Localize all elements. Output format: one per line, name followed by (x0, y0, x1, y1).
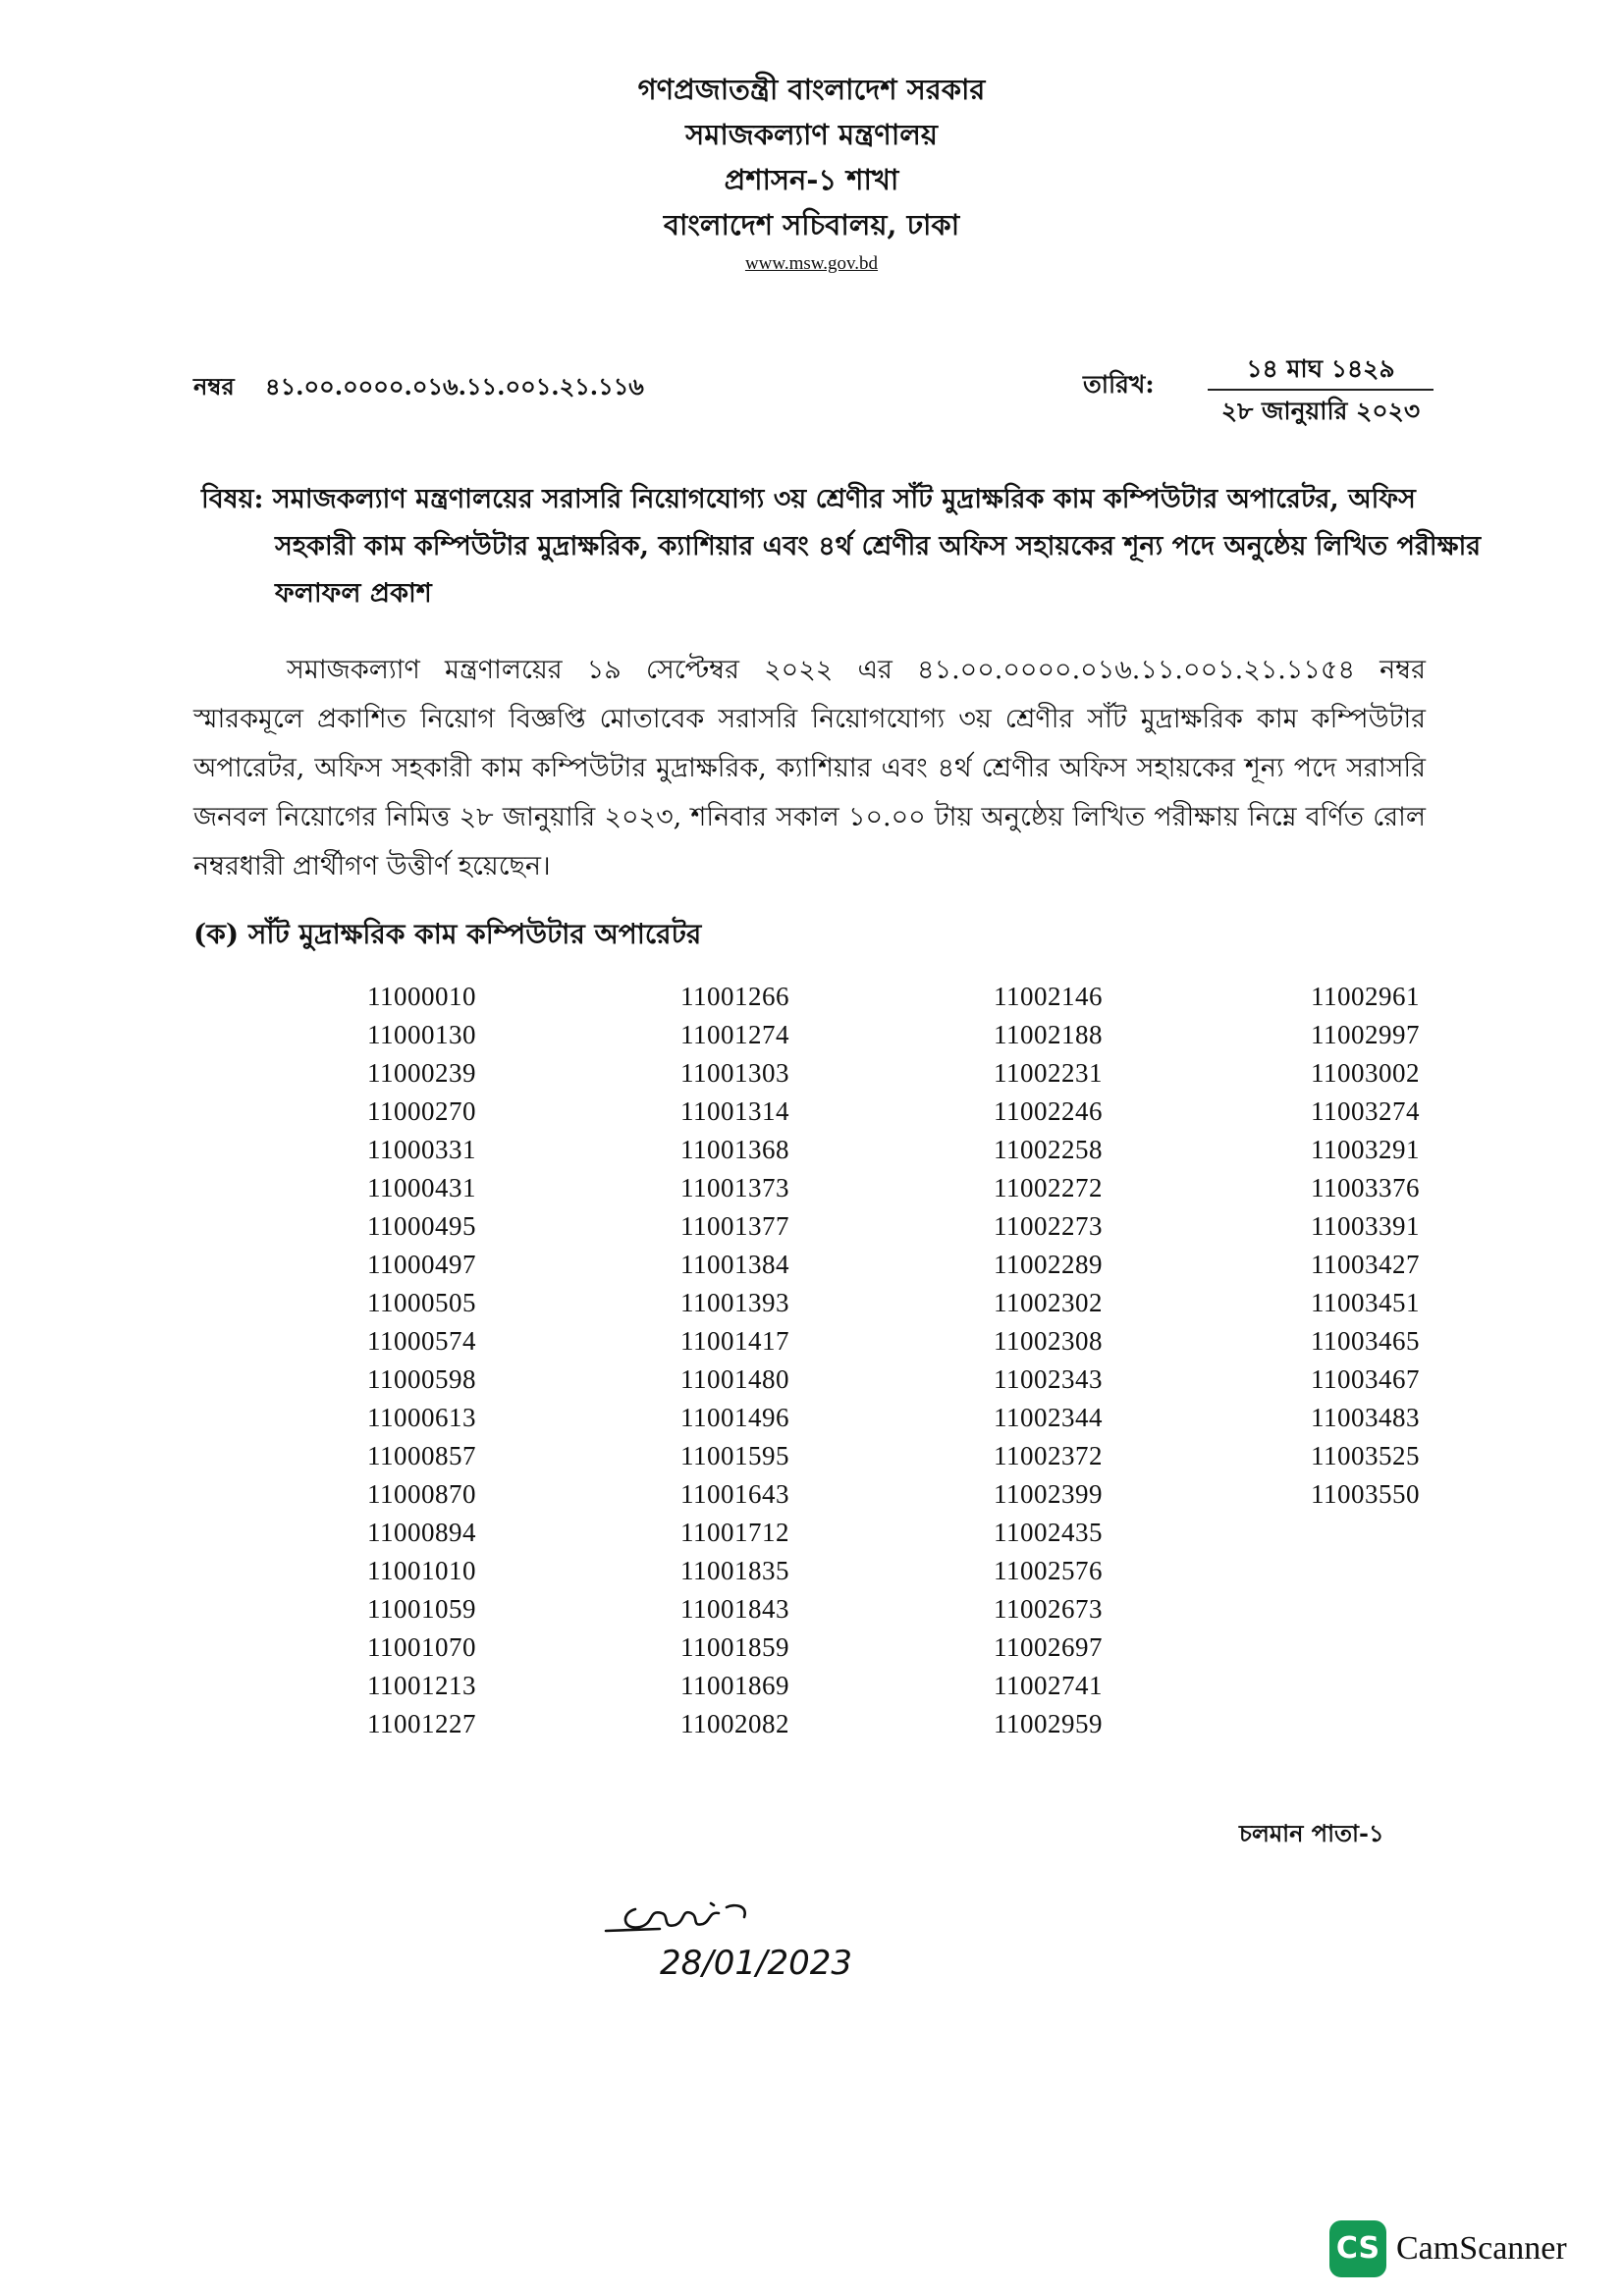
roll-number: 11001010 (367, 1556, 476, 1585)
date-bangla: ১৪ মাঘ ১৪২৯ (1208, 349, 1434, 391)
roll-number: 11002302 (994, 1288, 1103, 1317)
office-address: বাংলাদেশ সচিবালয়, ঢাকা (663, 208, 960, 241)
roll-number: 11003483 (1311, 1403, 1420, 1432)
roll-number: 11002372 (994, 1441, 1103, 1470)
roll-number: 11000497 (367, 1250, 476, 1279)
roll-number: 11001266 (680, 982, 789, 1011)
roll-number: 11002231 (994, 1058, 1103, 1088)
roll-number: 11002435 (994, 1518, 1103, 1547)
roll-number: 11001595 (680, 1441, 789, 1470)
roll-number: 11000857 (367, 1441, 476, 1470)
roll-number: 11003467 (1311, 1364, 1420, 1394)
roll-number: 11000613 (367, 1403, 476, 1432)
roll-number: 11001070 (367, 1632, 476, 1662)
roll-number: 11002272 (994, 1173, 1103, 1202)
roll-number: 11001227 (367, 1709, 476, 1738)
memo-number: ৪১.০০.০০০০.০১৬.১১.০০১.২১.১১৬ (265, 372, 644, 400)
roll-number: 11003525 (1311, 1441, 1420, 1470)
roll-number: 11002576 (994, 1556, 1103, 1585)
roll-number: 11003002 (1311, 1058, 1420, 1088)
roll-number: 11002961 (1311, 982, 1420, 1011)
roll-number: 11001377 (680, 1211, 789, 1241)
subject-line: বিষয়: সমাজকল্যাণ মন্ত্রণালয়ের সরাসরি নিয়োগযোগ্য ৩য় শ্রেণীর সাঁট মুদ্রাক্ষরিক কাম কম্পিউটার অপারেটর, অফিস সহকারী কাম কম্পিউটার মুদ্রাক্ষরিক, ক্যাশিয়ার এবং ৪র্থ শ্রেণীর অফিস সহায়কের শূন্য পদে অনুষ্ঠেয় লিখিত পরীক্ষার ফলাফল প্রকাশ (201, 484, 1482, 609)
roll-number: 11002258 (994, 1135, 1103, 1164)
roll-number: 11002289 (994, 1250, 1103, 1279)
roll-number: 11001480 (680, 1364, 789, 1394)
roll-number: 11002146 (994, 982, 1103, 1011)
roll-number: 11001393 (680, 1288, 789, 1317)
roll-number: 11001274 (680, 1020, 789, 1049)
camscanner-watermark (1329, 2220, 1567, 2277)
body-paragraph: সমাজকল্যাণ মন্ত্রণালয়ের ১৯ সেপ্টেম্বর ২০২২ এর ৪১.০০.০০০০.০১৬.১১.০০১.২১.১১৫৪ নম্বর স্মারকমূলে প্রকাশিত নিয়োগ বিজ্ঞপ্তি মোতাবেক সরাসরি নিয়োগযোগ্য ৩য় শ্রেণীর সাঁট মুদ্রাক্ষরিক কাম কম্পিউটার অপারেটর, অফিস সহকারী কাম কম্পিউটার মুদ্রাক্ষরিক, ক্যাশিয়ার এবং ৪র্থ শ্রেণীর অফিস সহায়কের শূন্য পদে সরাসরি জনবল নিয়োগের নিমিত্ত ২৮ জানুয়ারি ২০২৩, শনিবার সকাল ১০.০০ টায় অনুষ্ঠেয় লিখিত পরীক্ষায় নিম্নে বর্ণিত রোল নম্বরধারী প্রার্থীগণ উত্তীর্ণ হয়েছেন। (193, 655, 1426, 881)
roll-number: 11000495 (367, 1211, 476, 1241)
roll-number: 11002673 (994, 1594, 1103, 1624)
roll-column-1 (367, 978, 524, 1743)
roll-number: 11000130 (367, 1020, 476, 1049)
memo-number-label: নম্বর (193, 372, 235, 400)
roll-column-2 (680, 978, 838, 1743)
roll-number: 11002399 (994, 1479, 1103, 1509)
roll-column-3 (994, 978, 1151, 1743)
roll-number: 11001712 (680, 1518, 789, 1547)
roll-number: 11000574 (367, 1326, 476, 1356)
roll-number: 11003427 (1311, 1250, 1420, 1279)
roll-number: 11001384 (680, 1250, 789, 1279)
roll-number: 11001869 (680, 1671, 789, 1700)
roll-number: 11000505 (367, 1288, 476, 1317)
roll-number: 11000331 (367, 1135, 476, 1164)
roll-number: 11002188 (994, 1020, 1103, 1049)
roll-number: 11000239 (367, 1058, 476, 1088)
date-block (1208, 349, 1434, 432)
signature-date: 28/01/2023 (660, 1944, 852, 1983)
roll-number: 11002246 (994, 1096, 1103, 1126)
roll-number: 11000870 (367, 1479, 476, 1509)
letterhead (0, 67, 1623, 281)
date-gregorian: ২৮ জানুয়ারি ২০২৩ (1220, 397, 1421, 425)
date-label: তারিখ: (1083, 370, 1155, 399)
roll-number: 11001213 (367, 1671, 476, 1700)
roll-number: 11002697 (994, 1632, 1103, 1662)
roll-number: 11002997 (1311, 1020, 1420, 1049)
roll-number: 11001059 (367, 1594, 476, 1624)
roll-number: 11002273 (994, 1211, 1103, 1241)
roll-number: 11001417 (680, 1326, 789, 1356)
roll-number: 11001368 (680, 1135, 789, 1164)
roll-number: 11003391 (1311, 1211, 1420, 1241)
roll-column-4 (1311, 978, 1468, 1514)
roll-number: 11001314 (680, 1096, 789, 1126)
roll-number: 11001859 (680, 1632, 789, 1662)
roll-number: 11001843 (680, 1594, 789, 1624)
government-name: গণপ্রজাতন্ত্রী বাংলাদেশ সরকার (637, 73, 986, 106)
roll-number: 11001303 (680, 1058, 789, 1088)
roll-number: 11003274 (1311, 1096, 1420, 1126)
roll-number: 11003451 (1311, 1288, 1420, 1317)
roll-number: 11000431 (367, 1173, 476, 1202)
roll-number: 11000894 (367, 1518, 476, 1547)
signature (601, 1880, 876, 1992)
roll-number: 11003465 (1311, 1326, 1420, 1356)
roll-number: 11000270 (367, 1096, 476, 1126)
roll-number: 11001373 (680, 1173, 789, 1202)
camscanner-logo-icon: CS (1329, 2220, 1386, 2277)
roll-number: 11003291 (1311, 1135, 1420, 1164)
website-link[interactable]: www.msw.gov.bd (744, 253, 879, 274)
section-heading: (ক) সাঁট মুদ্রাক্ষরিক কাম কম্পিউটার অপারেটর (193, 918, 702, 950)
roll-number: 11002082 (680, 1709, 789, 1738)
roll-number: 11001643 (680, 1479, 789, 1509)
roll-number: 11002959 (994, 1709, 1103, 1738)
ministry-name: সমাজকল্যাণ মন্ত্রণালয় (685, 118, 938, 151)
roll-number: 11001496 (680, 1403, 789, 1432)
roll-number: 11003376 (1311, 1173, 1420, 1202)
roll-number: 11002343 (994, 1364, 1103, 1394)
camscanner-text: CamScanner (1396, 2230, 1567, 2267)
roll-number: 11000598 (367, 1364, 476, 1394)
roll-number: 11002741 (994, 1671, 1103, 1700)
roll-number: 11001835 (680, 1556, 789, 1585)
signature-scribble-icon (601, 1880, 876, 1988)
roll-number: 11002344 (994, 1403, 1103, 1432)
roll-number: 11003550 (1311, 1479, 1420, 1509)
branch-name: প্রশাসন-১ শাখা (724, 163, 899, 196)
roll-number: 11000010 (367, 982, 476, 1011)
roll-number: 11002308 (994, 1326, 1103, 1356)
continued-page-note: চলমান পাতা-১ (1239, 1819, 1384, 1847)
